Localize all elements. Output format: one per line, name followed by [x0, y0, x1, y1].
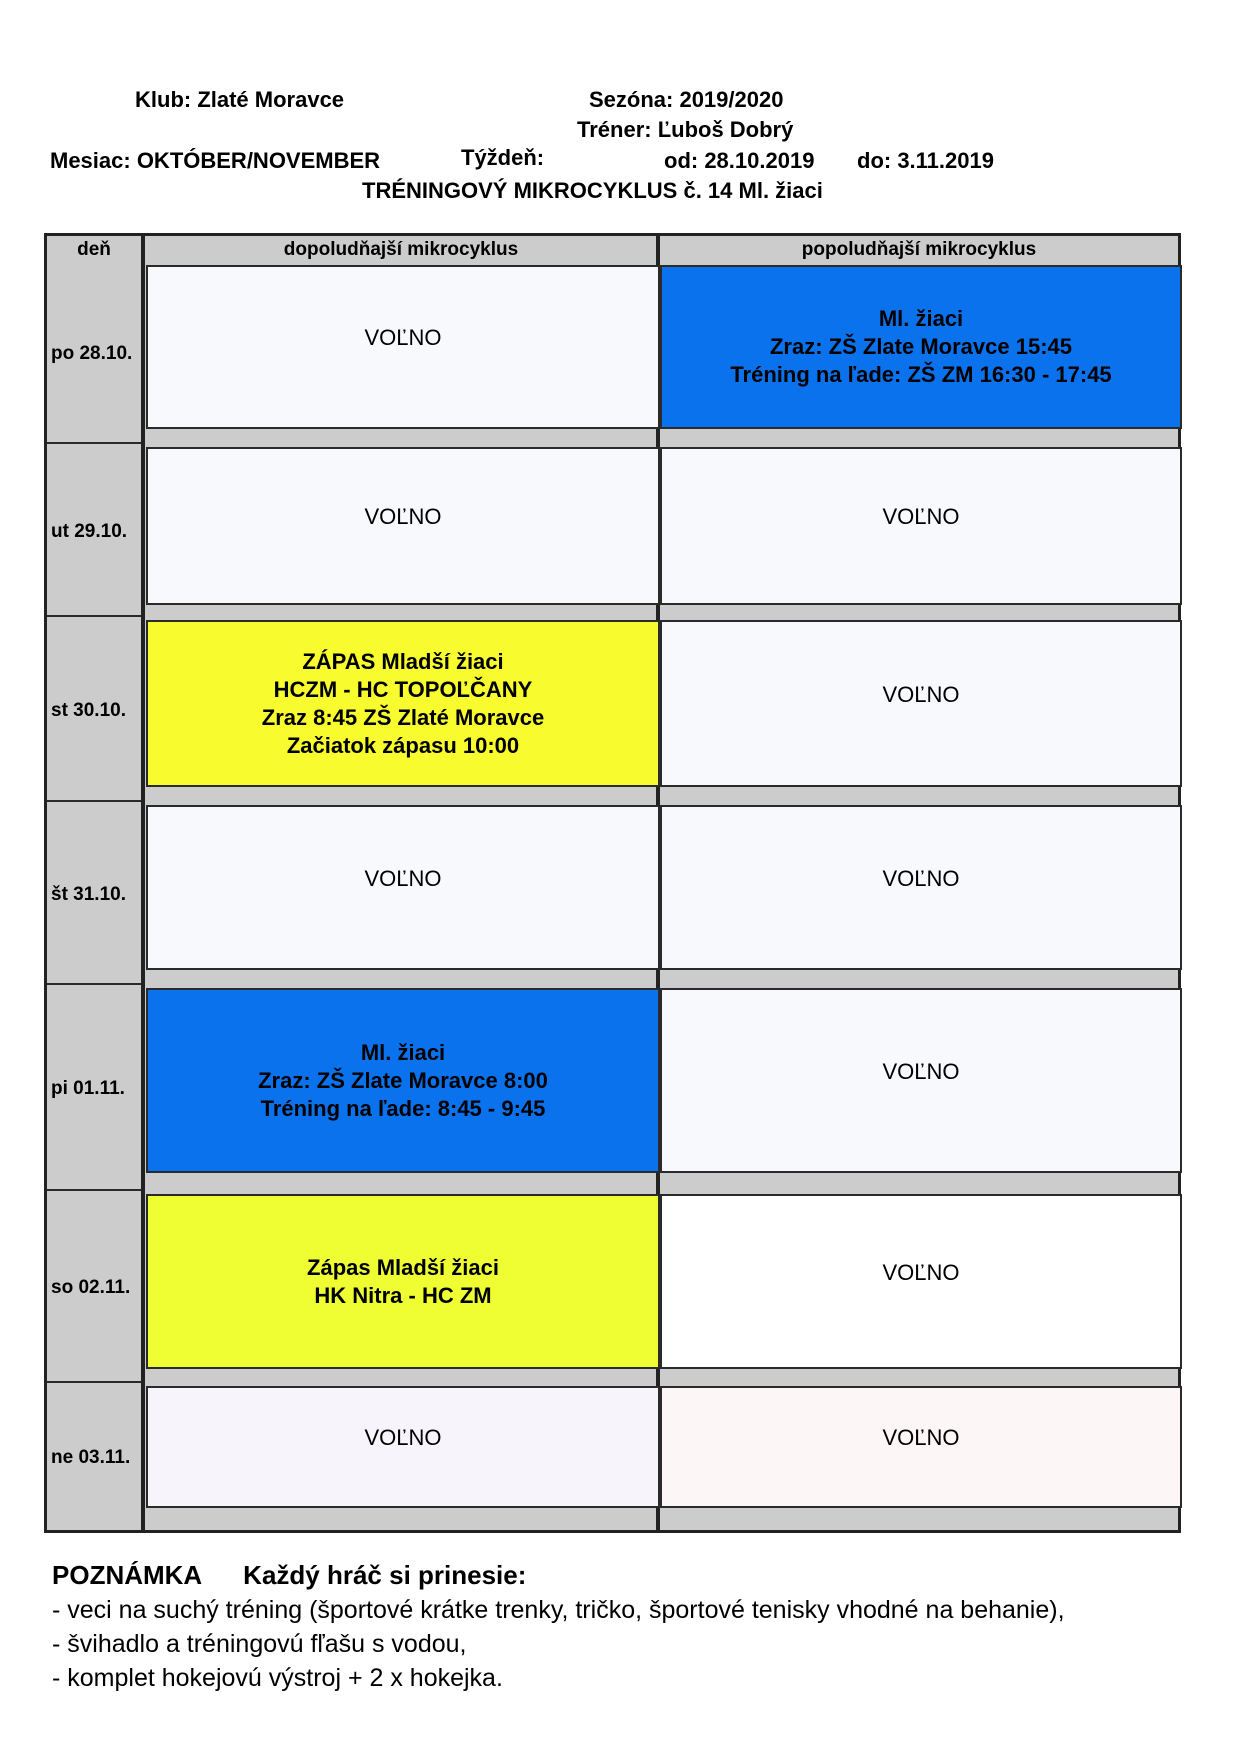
afternoon-cell: [660, 1194, 1182, 1369]
cell-line: HK Nitra - HC ZM: [314, 1282, 492, 1308]
cell-text: [364, 324, 441, 352]
column-header-afternoon: popoludňajší mikrocyklus: [660, 236, 1178, 264]
page-title: TRÉNINGOVÝ MIKROCYKLUS č. 14 Ml. žiaci: [362, 178, 823, 203]
cell-text: [364, 1424, 441, 1452]
day-label: ne 03.11.: [47, 1386, 141, 1530]
cell-line: ZÁPAS Mladší žiaci: [302, 648, 504, 674]
cell-line: VOĽNO: [882, 865, 960, 891]
cell-text: [882, 1259, 959, 1287]
afternoon-cell: [660, 1386, 1182, 1508]
cell-line: VOĽNO: [364, 504, 442, 529]
morning-cell: [146, 1194, 660, 1369]
week-label: Týždeň:: [461, 145, 545, 170]
row-divider: [47, 442, 141, 444]
cell-text: [258, 1039, 548, 1123]
cell-line: Ml. žiaci: [360, 1039, 446, 1065]
note-item: - veci na suchý tréning (športové krátke trenky, tričko, športové tenisky vhodné na behanie),: [52, 1596, 1065, 1624]
row-divider: [47, 615, 141, 617]
note-subtitle: Každý hráč si prinesie:: [243, 1560, 527, 1590]
note-title: POZNÁMKA: [52, 1560, 203, 1590]
cell-line: Zraz 8:45 ZŠ Zlaté Moravce: [261, 704, 545, 730]
date-to: do: 3.11.2019: [857, 148, 994, 173]
cell-text: [262, 648, 544, 760]
cell-text: [364, 503, 441, 531]
cell-line: VOĽNO: [882, 681, 960, 707]
row-divider: [47, 800, 141, 802]
cell-line: VOĽNO: [882, 1259, 960, 1285]
cell-text: [882, 1058, 959, 1086]
morning-cell: [146, 447, 660, 605]
day-label: so 02.11.: [47, 1194, 141, 1382]
club-label: Klub: Zlaté Moravce: [135, 87, 345, 112]
note-item: - komplet hokejovú výstroj + 2 x hokejka.: [52, 1664, 503, 1692]
column-header-morning: dopoludňajší mikrocyklus: [146, 236, 656, 264]
day-label: št 31.10.: [47, 805, 141, 984]
cell-text: [307, 1254, 499, 1310]
afternoon-cell: [660, 620, 1182, 787]
cell-line: VOĽNO: [882, 1425, 960, 1450]
afternoon-cell: [660, 988, 1182, 1173]
cell-line: Zraz: ZŠ Zlate Moravce 8:00: [258, 1067, 548, 1093]
cell-text: [882, 1424, 959, 1452]
morning-cell: [146, 805, 660, 970]
schedule-table: [44, 233, 1181, 1533]
cell-line: Tréning na ľade: 8:45 - 9:45: [260, 1095, 546, 1121]
day-label: ut 29.10.: [47, 447, 141, 616]
cell-line: VOĽNO: [364, 325, 442, 350]
cell-line: VOĽNO: [882, 504, 960, 529]
cell-text: [364, 865, 441, 893]
note-item: - švihadlo a tréningovú fľašu s vodou,: [52, 1630, 467, 1658]
afternoon-cell: [660, 265, 1182, 429]
cell-line: Zápas Mladší žiaci: [307, 1254, 499, 1280]
cell-line: VOĽNO: [364, 865, 442, 891]
morning-cell: [146, 1386, 660, 1508]
morning-cell: [146, 620, 660, 787]
cell-text: [882, 503, 959, 531]
morning-cell: [146, 988, 660, 1173]
cell-text: [730, 305, 1111, 389]
cell-line: VOĽNO: [882, 1058, 960, 1084]
row-divider: [47, 983, 141, 985]
cell-text: [882, 681, 959, 709]
column-header-day: deň: [47, 236, 141, 264]
day-label: pi 01.11.: [47, 988, 141, 1190]
row-divider: [47, 1189, 141, 1191]
morning-cell: [146, 265, 660, 429]
cell-line: Ml. žiaci: [878, 306, 964, 331]
afternoon-cell: [660, 447, 1182, 605]
coach-label: Tréner: Ľuboš Dobrý: [577, 117, 794, 142]
note-heading: [52, 1558, 1065, 1593]
cell-line: Začiatok zápasu 10:00: [286, 732, 520, 758]
cell-line: Tréning na ľade: ZŠ ZM 16:30 - 17:45: [730, 362, 1112, 387]
cell-line: Zraz: ZŠ Zlate Moravce 15:45: [769, 334, 1072, 359]
column-divider: [141, 236, 145, 1533]
date-from: od: 28.10.2019: [664, 148, 815, 173]
cell-line: VOĽNO: [364, 1425, 442, 1450]
note-section: [52, 1558, 1065, 1695]
month-label: Mesiac: OKTÓBER/NOVEMBER: [50, 148, 381, 173]
day-label: st 30.10.: [47, 620, 141, 801]
row-divider: [47, 1381, 141, 1383]
cell-line: HCZM - HC TOPOĽČANY: [273, 676, 533, 702]
cell-text: [882, 865, 959, 893]
season-label: Sezóna: 2019/2020: [589, 87, 784, 112]
afternoon-cell: [660, 805, 1182, 970]
day-label: po 28.10.: [47, 265, 141, 443]
